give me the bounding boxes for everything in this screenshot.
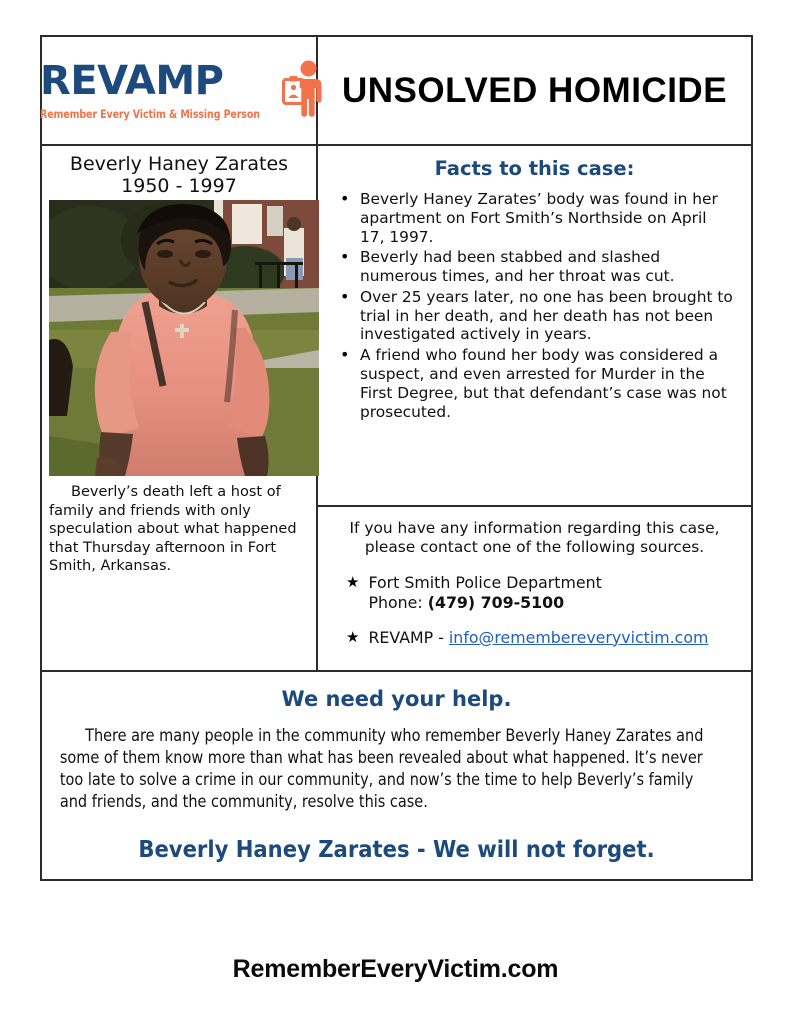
- contact-intro: If you have any information regarding this case, please contact one of the following sources.: [349, 518, 720, 556]
- revamp-tagline: Remember Every Victim & Missing Person: [40, 107, 260, 121]
- facts-pane: [318, 146, 751, 507]
- victim-full-name: Beverly Haney Zarates: [69, 153, 289, 175]
- revamp-wordmark: REVAMP: [40, 57, 224, 104]
- help-section: [42, 672, 751, 879]
- contact-revamp: [334, 628, 735, 648]
- revamp-logo-cell: [42, 37, 318, 144]
- police-department-name: Fort Smith Police Department: [368, 573, 602, 593]
- facts-list: [332, 190, 737, 421]
- list-item: • Over 25 years later, no one has been brought to trial in her death, and her death has not been investigated actively in years.: [358, 288, 733, 344]
- poster-title-cell: [318, 37, 751, 144]
- person-with-clipboard-icon: [282, 60, 322, 122]
- victim-name: [49, 153, 309, 197]
- help-body: There are many people in the community who remember Beverly Haney Zarates and some of them know more than what has been revealed about what happened. It’s never too late to solve a crime in our community, and now’s the time to help Beverly’s family and friends, and the community, resolve this case.: [59, 725, 704, 811]
- revamp-label: REVAMP -: [368, 627, 449, 647]
- poster-middle: [42, 146, 751, 672]
- phone-number[interactable]: (479) 709-5100: [427, 593, 565, 613]
- phone-label: Phone:: [368, 593, 428, 613]
- contact-pane: [318, 507, 751, 670]
- missing-person-poster: [40, 35, 753, 881]
- page-title: UNSOLVED HOMICIDE: [341, 70, 728, 110]
- list-item: • Beverly had been stabbed and slashed numerous times, and her throat was cut.: [358, 248, 733, 286]
- help-heading: We need your help.: [281, 686, 512, 711]
- star-icon: ★: [346, 573, 360, 592]
- victim-years: 1950 - 1997: [121, 175, 237, 198]
- star-icon: ★: [346, 627, 360, 646]
- victim-photo: [49, 200, 319, 476]
- revamp-email-link[interactable]: info@remembereveryvictim.com: [448, 627, 709, 647]
- victim-column: [42, 146, 318, 670]
- poster-header: [42, 37, 751, 146]
- photo-caption: Beverly’s death left a host of family and friends with only speculation about what happened that Thursday afternoon in Fort Smith, Arkansas.: [49, 484, 297, 575]
- memorial-tagline: Beverly Haney Zarates - We will not forget.: [138, 835, 655, 863]
- facts-heading: Facts to this case:: [434, 157, 635, 180]
- contact-police: [334, 573, 735, 613]
- details-column: [318, 146, 751, 670]
- list-item: • A friend who found her body was considered a suspect, and even arrested for Murder in the First Degree, but that defendant’s case was not prosecuted.: [358, 346, 733, 421]
- list-item: • Beverly Haney Zarates’ body was found in her apartment on Fort Smith’s Northside on April 17, 1997.: [358, 190, 733, 246]
- footer-website[interactable]: RememberEveryVictim.com: [232, 955, 559, 983]
